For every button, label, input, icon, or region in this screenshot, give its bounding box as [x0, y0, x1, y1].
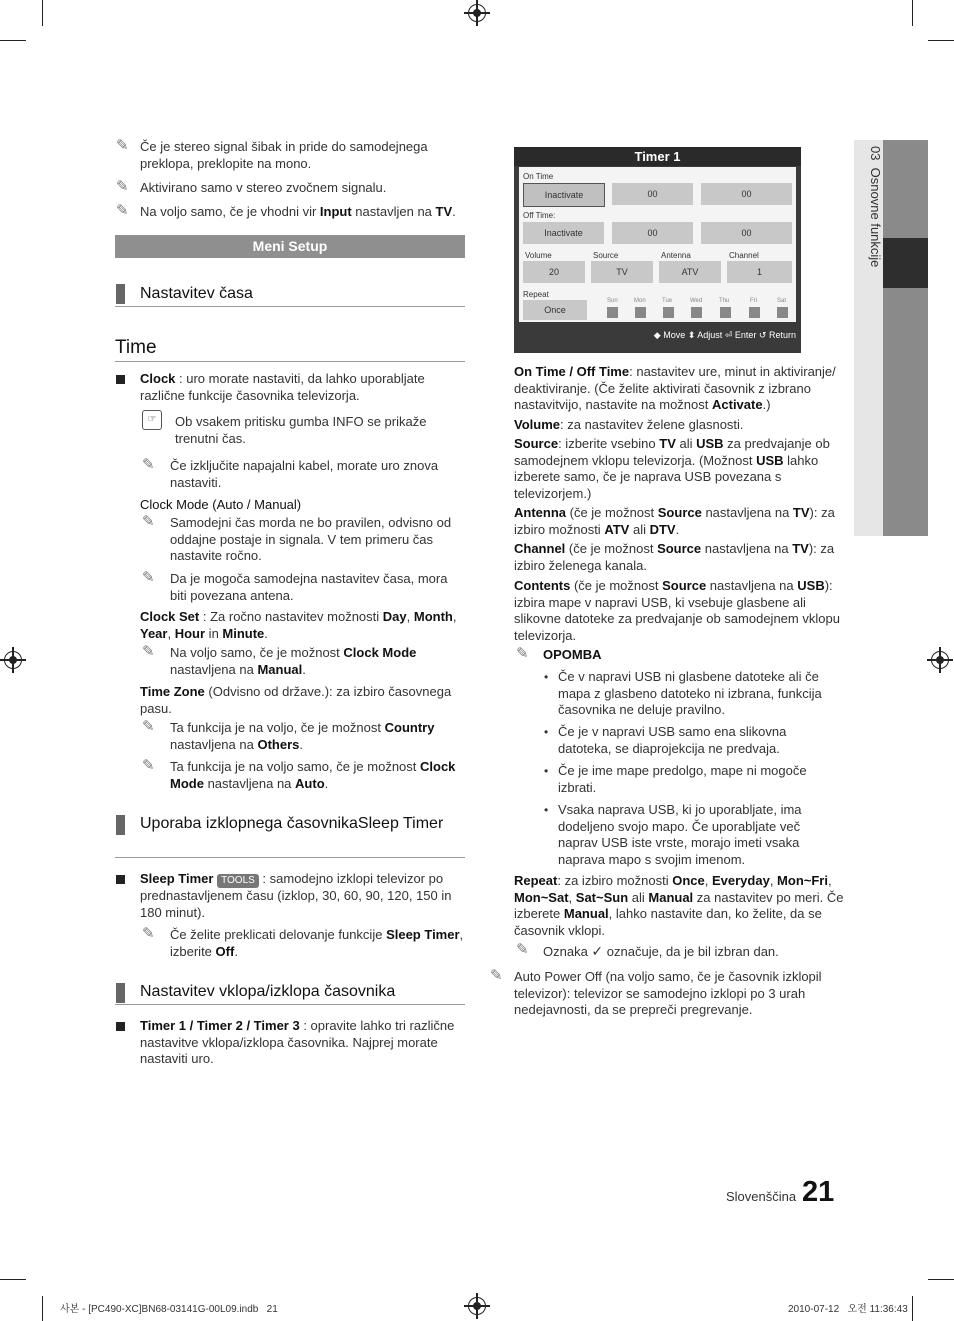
heading-bar: [116, 983, 125, 1003]
note-pencil-icon: ✎: [142, 757, 155, 774]
list-item: Če je v napravi USB samo ena slikovna datoteka, se diaprojekcija ne predvaja.: [558, 724, 787, 756]
repeat-box[interactable]: Once: [523, 300, 587, 320]
crop-mark: [42, 1296, 43, 1321]
return-icon: ↺: [758, 330, 767, 340]
osd-label: Off Time:: [523, 211, 556, 220]
enter-icon: ⏎: [724, 330, 733, 340]
day-checkbox[interactable]: [749, 307, 760, 318]
side-tab-label: 03 Osnovne funkcije: [868, 146, 883, 268]
bullet-dot: •: [544, 803, 549, 817]
on-time-hour-box[interactable]: 00: [612, 183, 693, 205]
day-label: Fri: [750, 298, 757, 304]
off-time-hour-box[interactable]: 00: [612, 222, 693, 244]
note-text: Aktivirano samo v stereo zvočnem signalu.: [140, 180, 387, 195]
bullet-dot: •: [544, 670, 549, 684]
on-time-minute-box[interactable]: 00: [701, 183, 792, 205]
side-tab-dark: [883, 140, 928, 536]
footer-date: 2010-07-12 오전 11:36:43: [788, 1304, 908, 1315]
divider: [115, 361, 465, 362]
note-pencil-icon: ✎: [142, 643, 155, 660]
osd-label: On Time: [523, 172, 554, 181]
note-pencil-icon: ✎: [142, 718, 155, 735]
off-time-activate-box[interactable]: Inactivate: [523, 222, 604, 244]
adjust-icon: ⬍: [687, 330, 696, 340]
footer-file: 사본 - [PC490-XC]BN68-03141G-00L09.indb 21: [60, 1304, 278, 1315]
channel-text: Channel (če je možnost Source nastavljena na TV): za izbiro želenega kanala.: [514, 541, 835, 573]
note-text: Ta funkcija je na voljo, če je možnost Country nastavljena na Others.: [170, 720, 435, 752]
osd-label: Volume: [525, 251, 552, 260]
bullet-square: [116, 875, 125, 884]
tools-badge: TOOLS: [217, 874, 259, 888]
antenna-text: Antenna (če je možnost Source nastavljena na TV): za izbiro možnosti ATV ali DTV.: [514, 505, 835, 537]
day-checkbox[interactable]: [691, 307, 702, 318]
divider: [115, 1004, 465, 1005]
crop-mark: [0, 40, 26, 41]
osd-navigation: ◆ Move ⬍ Adjust ⏎ Enter ↺ Return: [653, 330, 796, 340]
osd-label: Antenna: [661, 251, 691, 260]
day-label: Sat: [777, 298, 787, 304]
day-checkbox[interactable]: [777, 307, 788, 318]
repeat-text: Repeat: za izbiro možnosti Once, Everyday, Mon~Fri, Mon~Sat, Sat~Sun ali Manual za nastavitev po meri. Če izberete Manual, lahko nastavite dan, ko želite, da se časovnik vklopi.: [514, 873, 844, 938]
note-text: Če je stereo signal šibak in pride do samodejnega preklopa, preklopite na mono.: [140, 139, 428, 171]
heading-bar: [116, 284, 125, 304]
page-title: Time: [115, 337, 157, 358]
divider: [115, 857, 465, 858]
registration-mark-icon: [468, 1297, 486, 1315]
contents-text: Contents (če je možnost Source nastavljena na USB): izbira mape v napravi USB, ki vsebuje glasbene ali slikovne datoteke za predvajanje ob samodejnem vklopu televizorja.: [514, 578, 840, 643]
note-pencil-icon: ✎: [516, 941, 529, 958]
section-heading: Nastavitev vklopa/izklopa časovnika: [140, 983, 396, 1000]
note-text: Na voljo samo, če je vhodni vir Input nastavljen na TV.: [140, 204, 456, 219]
time-zone: Time Zone (Odvisno od države.): za izbiro časovnega pasu.: [140, 684, 452, 716]
registration-mark-icon: [4, 651, 22, 669]
note-pencil-icon: ✎: [142, 513, 155, 530]
note-pencil-icon: ✎: [116, 178, 129, 195]
note-text: Če izključite napajalni kabel, morate uro znova nastaviti.: [170, 458, 439, 490]
note-pencil-icon: ✎: [142, 925, 155, 942]
menu-setup-title: Meni Setup: [252, 238, 328, 254]
info-note: Ob vsakem pritisku gumba INFO se prikaže trenutni čas.: [175, 414, 427, 446]
note-text: Da je mogoča samodejna nastavitev časa, mora biti povezana antena.: [170, 571, 448, 603]
footer-language: Slovenščina: [726, 1189, 797, 1204]
crop-mark: [42, 0, 43, 26]
opomba-label: OPOMBA: [543, 647, 602, 662]
osd-title: Timer 1: [514, 147, 801, 166]
clock-text: Clock : uro morate nastaviti, da lahko uporabljate različne funkcije časovnika televizorja.: [140, 371, 425, 403]
move-icon: ◆: [653, 330, 661, 340]
crop-mark: [928, 40, 954, 41]
day-label: Sun: [607, 298, 618, 304]
crop-mark: [912, 0, 913, 26]
section-heading: Uporaba izklopnega časovnikaSleep Timer: [140, 815, 444, 832]
osd-label: Source: [593, 251, 619, 260]
note-pencil-icon: ✎: [116, 202, 129, 219]
note-pencil-icon: ✎: [516, 645, 529, 662]
on-time-activate-box[interactable]: Inactivate: [523, 183, 605, 207]
registration-mark-icon: [468, 4, 486, 22]
note-text: Oznaka ✓ označuje, da je bil izbran dan.: [543, 943, 779, 959]
checkmark-icon: ✓: [591, 943, 604, 959]
antenna-box[interactable]: ATV: [659, 261, 721, 283]
osd-panel: [519, 167, 796, 322]
day-checkbox[interactable]: [663, 307, 674, 318]
sleep-timer-text: Sleep Timer TOOLS : samodejno izklopi televizor po prednastavljenem času (izklop, 30, 60, 90, 120, 150 in 180 minut).: [140, 871, 452, 920]
note-text: Samodejni čas morda ne bo pravilen, odvisno od oddajne postaje in signala. V tem primeru čas nastavite ročno.: [170, 515, 452, 563]
bullet-square: [116, 1022, 125, 1031]
info-icon: ☞: [142, 410, 162, 430]
note-pencil-icon: ✎: [142, 569, 155, 586]
crop-mark: [912, 1296, 913, 1321]
note-text: Na voljo samo, če je možnost Clock Mode nastavljena na Manual.: [170, 645, 417, 677]
note-pencil-icon: ✎: [490, 967, 503, 984]
day-label: Thu: [719, 298, 730, 304]
channel-box[interactable]: 1: [727, 261, 792, 283]
clock-set: Clock Set : Za ročno nastavitev možnosti Day, Month, Year, Hour in Minute.: [140, 609, 457, 641]
list-item: Vsaka naprava USB, ki jo uporabljate, ima dodeljeno svojo mapo. Če uporabljate več naprav USB iste vrste, morajo imeti vsaka naprava mapo s svojim imenom.: [558, 802, 802, 867]
list-item: Če je ime mape predolgo, mape ni mogoče izbrati.: [558, 763, 807, 795]
day-checkbox[interactable]: [635, 307, 646, 318]
volume-box[interactable]: 20: [523, 261, 585, 283]
day-label: Tue: [662, 298, 673, 304]
note-pencil-icon: ✎: [116, 137, 129, 154]
timer-osd: [514, 147, 801, 353]
page-number: 21: [802, 1176, 835, 1208]
heading-bar: [116, 815, 125, 835]
clock-mode: Clock Mode (Auto / Manual): [140, 497, 302, 512]
on-off-time-text: On Time / Off Time: nastavitev ure, minut in aktiviranje/ deaktiviranje. (Če želite aktivirati časovnik z izbrano nastavitvijo, nastavite na možnost Activate.): [514, 364, 836, 412]
crop-mark: [0, 1279, 26, 1280]
auto-power-off-text: Auto Power Off (na voljo samo, če je časovnik izklopil televizor): televizor se samodejno izklopi po 3 urah nedejavnosti, da se prepreči pregrevanje.: [514, 969, 822, 1017]
crop-mark: [928, 1279, 954, 1280]
registration-mark-icon: [931, 651, 949, 669]
note-pencil-icon: ✎: [142, 456, 155, 473]
list-item: Če v napravi USB ni glasbene datoteke ali če mapa z glasbeno datoteko ni izbrana, funkcija časovnika ne deluje pravilno.: [558, 669, 822, 717]
volume-text: Volume: za nastavitev želene glasnosti.: [514, 417, 744, 432]
source-box[interactable]: TV: [591, 261, 653, 283]
osd-label: Channel: [729, 251, 759, 260]
note-text: Če želite preklicati delovanje funkcije Sleep Timer, izberite Off.: [170, 927, 464, 959]
off-time-minute-box[interactable]: 00: [701, 222, 792, 244]
bullet-square: [116, 375, 125, 384]
bullet-dot: •: [544, 725, 549, 739]
divider: [115, 306, 465, 307]
section-heading: Nastavitev časa: [140, 285, 253, 302]
day-label: Wed: [690, 298, 703, 304]
note-text: Ta funkcija je na voljo samo, če je možnost Clock Mode nastavljena na Auto.: [170, 759, 456, 791]
day-label: Mon: [634, 298, 646, 304]
bullet-dot: •: [544, 764, 549, 778]
source-text: Source: izberite vsebino TV ali USB za predvajanje ob samodejnem vklopu televizorja. (Možnost USB lahko izberete samo, če je naprava USB povezana s televizorjem.): [514, 436, 830, 501]
timer-text: Timer 1 / Timer 2 / Timer 3 : opravite lahko tri različne nastavitve vklopa/izklopa časovnika. Najprej morate nastaviti uro.: [140, 1018, 455, 1066]
day-checkbox[interactable]: [607, 307, 618, 318]
osd-label: Repeat: [523, 290, 549, 299]
day-checkbox[interactable]: [720, 307, 731, 318]
side-tab-marker: [883, 238, 928, 288]
